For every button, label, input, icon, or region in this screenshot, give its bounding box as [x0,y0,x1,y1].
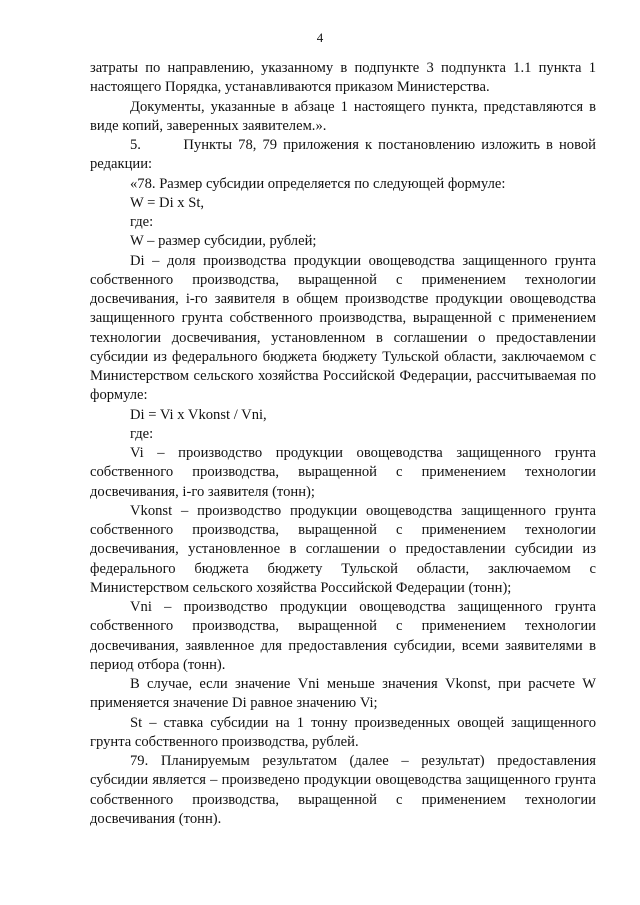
formula-di: Di = Vi x Vkonst / Vni, [130,406,267,423]
definition-st: St – ставка субсидии на 1 тонну произведенных овощей защищенного грунта собственного производства, рублей. [90,714,596,750]
document-body [90,59,596,829]
paragraph-costs-direction: затраты по направлению, указанному в подпункте 3 подпункта 1.1 пункта 1 настоящего Порядка, устанавливаются приказом Министерства. [90,60,596,96]
definition-vni: Vni – производство продукции овощеводства защищенного грунта собственного производства, выращенной с применением технологии досвечивания, заявленное для предоставления субсидии, всеми заявителями в период отбора (тонн). [90,599,596,673]
where-label: где: [130,214,154,230]
where-label-2: где: [130,425,154,442]
definition-w: W – размер субсидии, рублей; [130,233,317,250]
paragraph-item-78-intro: «78. Размер субсидии определяется по следующей формуле: [130,175,506,192]
paragraph-documents-copies: Документы, указанные в абзаце 1 настоящего пункта, представляются в виде копий, заверенных заявителем.». [90,98,596,134]
paragraph-item-5: 5. Пункты 78, 79 приложения к постановлению изложить в новой редакции: [90,137,596,173]
definition-di: Di – доля производства продукции овощеводства защищенного грунта собственного производства, выращенной с применением технологии досвечивания, i-го заявителя в общем производстве продукции овощеводства защищенного грунта собственного производства, выращенной с применением технологии досвечивания, установленном в соглашении о предоставлении субсидии из федерального бюджета бюджету Тульской области, заключаемом с Министерством сельского хозяйства Российской Федерации, рассчитываемая по формуле: [90,252,596,404]
paragraph-vni-condition: В случае, если значение Vni меньше значения Vkonst, при расчете W применяется значение Di равное значению Vi; [90,676,596,712]
paragraph-item-79: 79. Планируемым результатом (далее – результат) предоставления субсидии является – произведено продукции овощеводства защищенного грунта собственного производства, выращенной с применением технологии досвечивания (тонн). [90,753,596,827]
definition-vkonst: Vkonst – производство продукции овощеводства защищенного грунта собственного производства, выращенной с применением технологии досвечивания, установленное в соглашении о предоставлении субсидии из федерального бюджета бюджету Тульской области, заключаемом с Министерством сельского хозяйства Российской Федерации (тонн); [90,502,596,596]
formula-w: W = Di x St, [130,194,205,211]
page-number: 4 [316,30,324,45]
definition-vi: Vi – производство продукции овощеводства защищенного грунта собственного производства, выращенной с применением технологии досвечивания, i-го заявителя (тонн); [90,445,596,500]
